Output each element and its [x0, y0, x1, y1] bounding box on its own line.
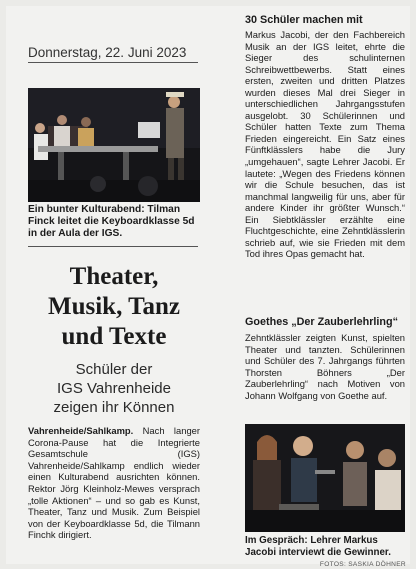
photo-caption-interview: Im Gespräch: Lehrer Markus Jacobi interviewt die Gewinner.	[245, 535, 391, 558]
headline-line: Musik, Tanz	[47, 293, 180, 320]
article-body-left	[28, 425, 200, 541]
photo-interview-image	[245, 424, 405, 532]
subheadline-line: Schüler der	[75, 361, 153, 378]
photo-keyboard-class-image	[28, 88, 200, 202]
section-goethe	[245, 316, 405, 331]
section-heading: Goethes „Der Zauberlehrling“	[245, 316, 398, 328]
subheadline	[28, 360, 200, 417]
photo-keyboard-class	[28, 88, 200, 202]
headline-line: Theater,	[69, 263, 159, 290]
date-rule	[28, 62, 198, 63]
photo-interview	[245, 424, 405, 532]
article-column-right	[245, 14, 405, 260]
photo-caption-keyboard-class: Ein bunter Kulturabend: Tilman Finck leitet die Keyboardklasse 5d in der Aula der IGS.	[28, 204, 195, 240]
section-text: Zehntklässler zeigten Kunst, spielten Theater und tanzten. Schülerinnen und Schüler des 7. Jahrgangs führten Thorsten Böhners „Der Zauberlehrling“ nach Motiven von Johann Wolfgang von Goethe auf.	[245, 332, 405, 401]
caption-rule	[28, 246, 198, 247]
section-heading: 30 Schüler machen mit	[245, 14, 363, 26]
issue-date: Donnerstag, 22. Juni 2023	[28, 45, 187, 60]
photo-credit: FOTOS: SASKIA DÖHNER	[319, 561, 406, 568]
article-text: Nach langer Corona-Pause hat die Integrierte Gesamtschule (IGS) Vahrenheide/Sahlkamp endlich wieder einen Kulturabend ausrichten können. Rektor Jörg Kleinholz-Mewes versprach „tolle Aktionen“ – und so gab es Kunst, Theater, Tanz und Musik. Zum Beispiel von der Keyboardklasse 5d, die Tilmann Finchk dirigiert.	[28, 425, 200, 541]
subheadline-line: zeigen ihr Können	[53, 399, 175, 416]
dateline: Vahrenheide/Sahlkamp.	[28, 425, 134, 436]
subheadline-line: IGS Vahrenheide	[57, 380, 171, 397]
headline	[28, 262, 200, 352]
section-text: Markus Jacobi, der den Fachbereich Musik an der IGS leitet, ehrte die Sieger des schulinternen Schreibwettbewerbs. Statt eines ersten, zweiten und dritten Platzes wurden dieses Mal drei Sieger in unterschiedlichen Jahrgangsstufen ausgelobt. 30 Schülerinnen und Schüler hatten Texte zum Thema Frieden eingereicht. Ein Satz eines Fünftklässlers habe die Jury „umgehauen“, sagte Lehrer Jacobi. Er lautete: „Wegen des Friedens können wir die Schule besuchen, das ist manchmal langweilig für uns, aber für andere Kinder ihr größter Wunsch.“ Ein Siebtklässler erzählte eine Fluchtgeschichte, eine Zehntklässlerin schrieb auf, wie sie Frieden mit dem Tod ihres Opas gemacht hat.	[245, 29, 405, 260]
headline-line: und Texte	[61, 323, 167, 350]
